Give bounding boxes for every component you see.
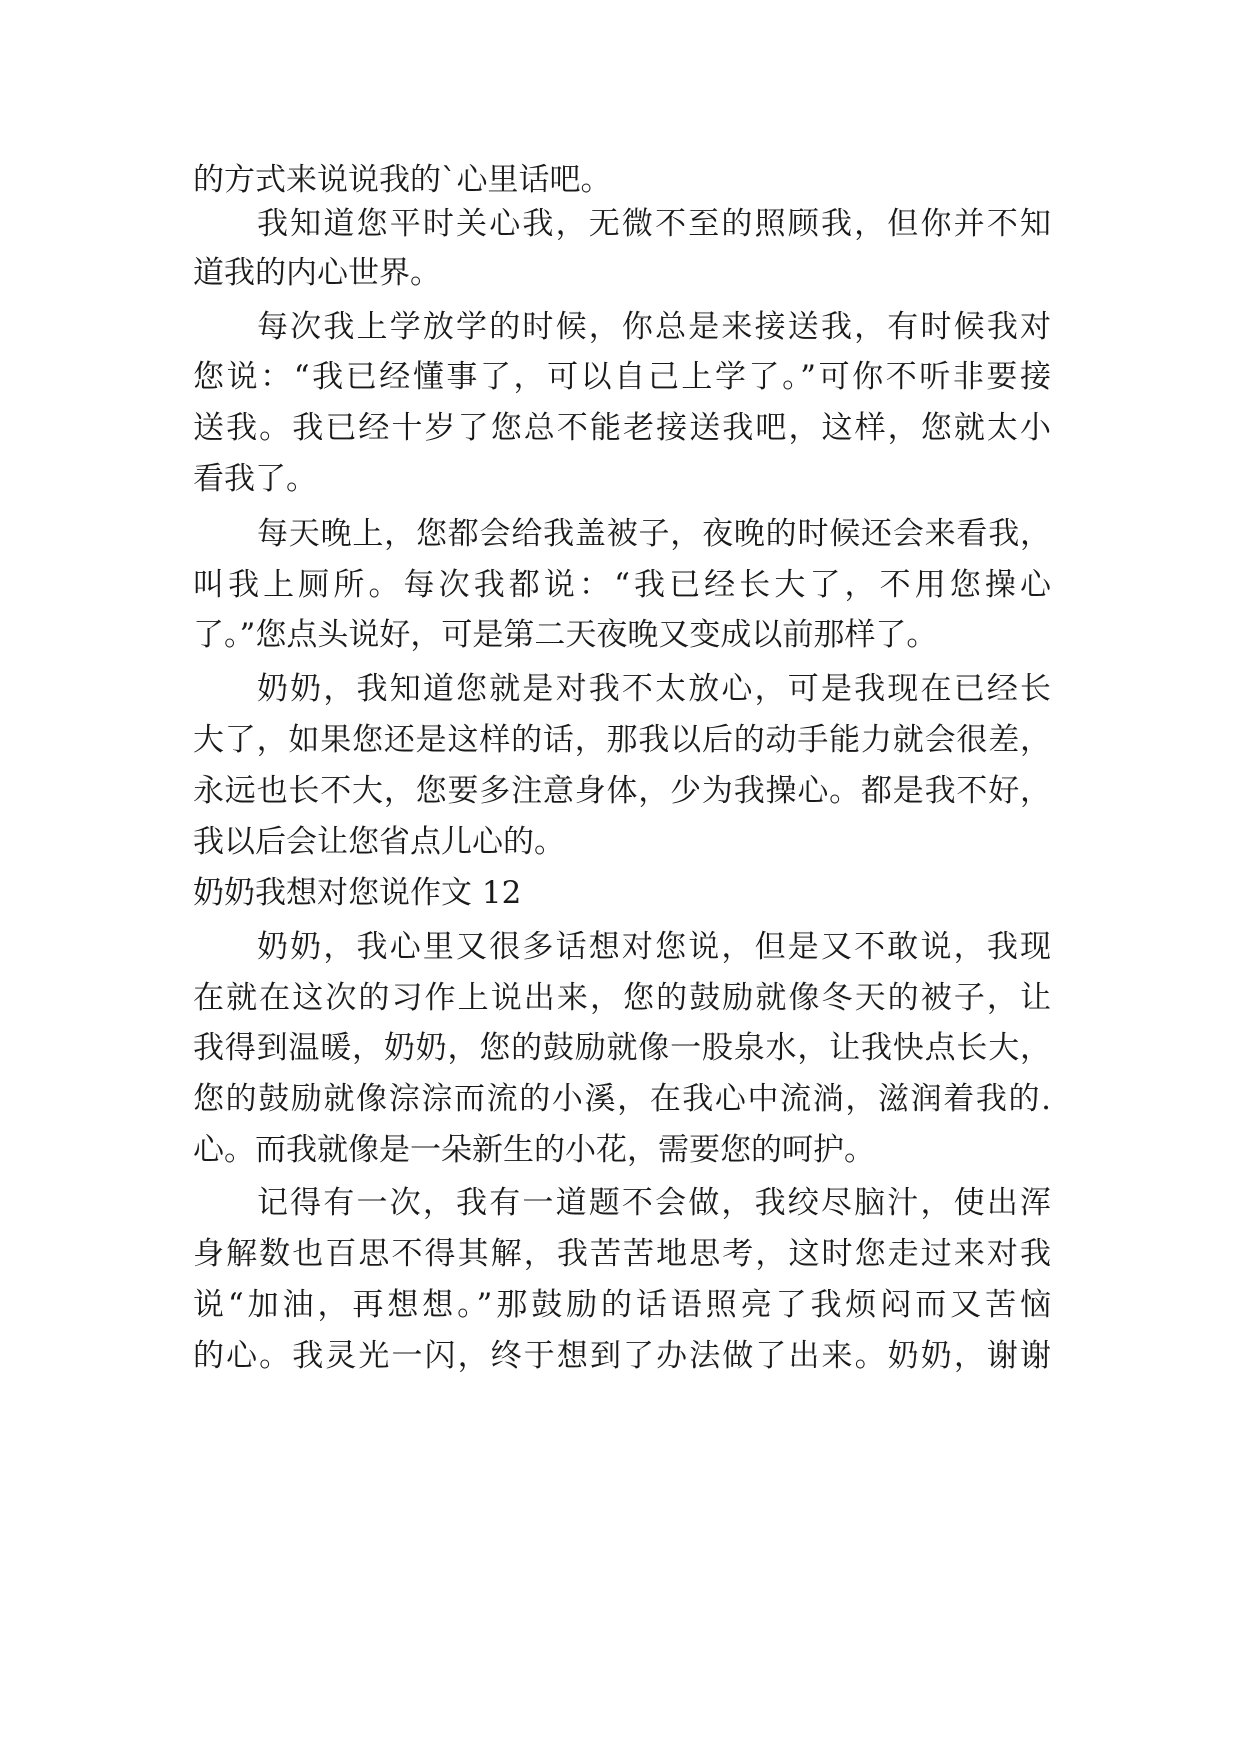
text-line: 我得到温暖，奶奶，您的鼓励就像一股泉水，让我快点长大， xyxy=(193,1030,1051,1066)
text-line: 的心。我灵光一闪，终于想到了办法做了出来。奶奶，谢谢 xyxy=(193,1338,1051,1374)
text-line: 道我的内心世界。 xyxy=(193,255,441,291)
text-line: 说“加油，再想想。”那鼓励的话语照亮了我烦闷而又苦恼 xyxy=(193,1287,1051,1323)
text-line: 大了，如果您还是这样的话，那我以后的动手能力就会很差， xyxy=(193,722,1051,758)
text-line: 送我。我已经十岁了您总不能老接送我吧，这样，您就太小 xyxy=(193,410,1051,446)
paragraph-start: 奶奶，我心里又很多话想对您说，但是又不敢说，我现 xyxy=(257,929,1051,965)
text-line: 永远也长不大，您要多注意身体，少为我操心。都是我不好， xyxy=(193,773,1051,809)
text-line: 您说：“我已经懂事了，可以自己上学了。”可你不听非要接 xyxy=(193,359,1051,395)
text-line: 心。而我就像是一朵新生的小花，需要您的呵护。 xyxy=(193,1132,875,1168)
text-line: 身解数也百思不得其解，我苦苦地思考，这时您走过来对我 xyxy=(193,1236,1051,1272)
paragraph-start: 记得有一次，我有一道题不会做，我绞尽脑汁，使出浑 xyxy=(257,1185,1051,1221)
text-line: 的方式来说说我的`心里话吧。 xyxy=(193,162,612,198)
text-line: 看我了。 xyxy=(193,461,317,497)
text-line: 叫我上厕所。每次我都说：“我已经长大了，不用您操心 xyxy=(193,567,1051,603)
section-heading: 奶奶我想对您说作文 12 xyxy=(193,875,522,911)
paragraph-start: 每次我上学放学的时候，你总是来接送我，有时候我对 xyxy=(257,309,1051,345)
text-line: 我以后会让您省点儿心的。 xyxy=(193,824,565,860)
text-line: 了。”您点头说好，可是第二天夜晚又变成以前那样了。 xyxy=(193,617,938,653)
text-line: 在就在这次的习作上说出来，您的鼓励就像冬天的被子，让 xyxy=(193,980,1051,1016)
paragraph-start: 我知道您平时关心我，无微不至的照顾我，但你并不知 xyxy=(257,206,1051,242)
text-line: 您的鼓励就像淙淙而流的小溪，在我心中流淌，滋润着我的. xyxy=(193,1081,1051,1117)
paragraph-start: 奶奶，我知道您就是对我不太放心，可是我现在已经长 xyxy=(257,671,1051,707)
paragraph-start: 每天晚上，您都会给我盖被子，夜晚的时候还会来看我， xyxy=(257,516,1051,552)
